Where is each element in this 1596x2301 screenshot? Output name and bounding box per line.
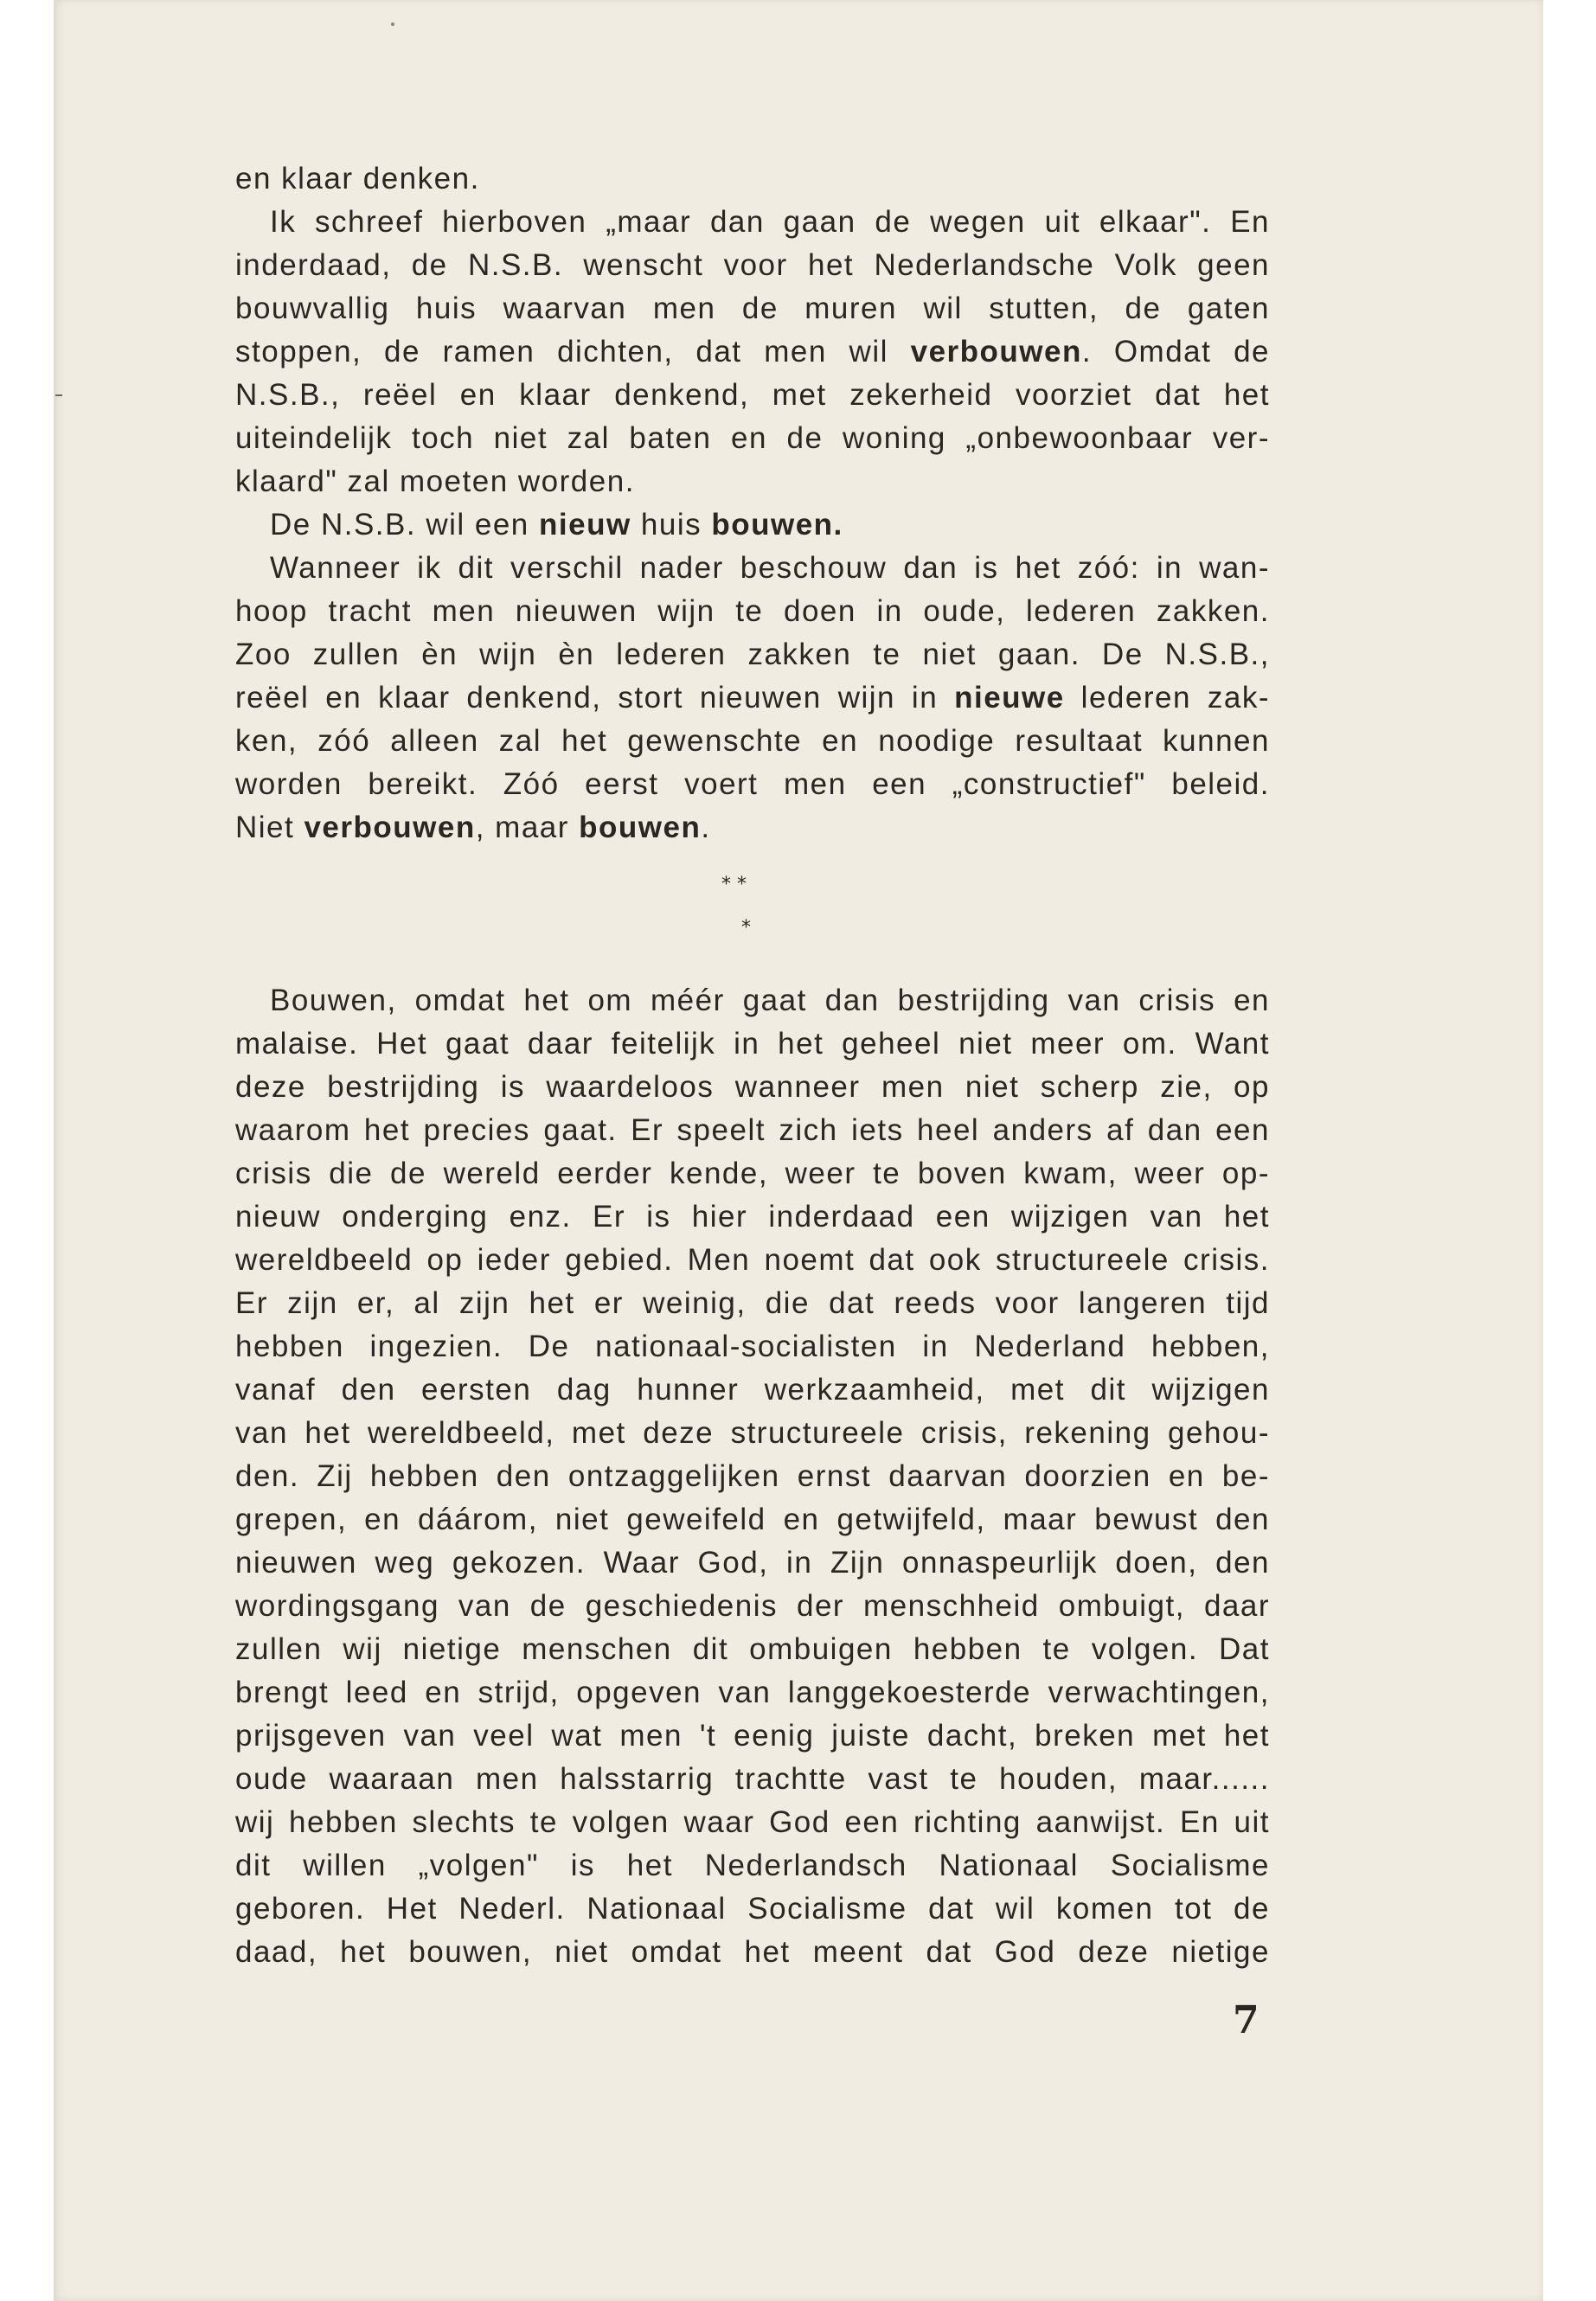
- text-line: Wanneer ik dit verschil nader beschouw dan is het zóó: in wan-: [270, 551, 1270, 585]
- text-fragment: stoppen, de ramen dichten, dat men wil: [235, 335, 911, 369]
- page-number: 7: [1233, 1998, 1259, 2042]
- text-fragment: lederen zak-: [1064, 681, 1270, 715]
- text-line: vanaf den eersten dag hunner werkzaamheid, met dit wijzigen: [235, 1373, 1270, 1407]
- text-fragment: reëel en klaar denkend, stort nieuwen wijn in: [235, 681, 955, 715]
- text-line: [235, 676, 1270, 720]
- text-line: bouwvallig huis waarvan men de muren wil stutten, de gaten: [235, 292, 1270, 325]
- text-line: Bouwen, omdat het om méér gaat dan bestrijding van crisis en: [270, 984, 1270, 1017]
- text-line: prijsgeven van veel wat men 't eenig juiste dacht, breken met het: [235, 1719, 1270, 1753]
- text-line: Er zijn er, al zijn het er weinig, die dat reeds voor langeren tijd: [235, 1286, 1270, 1320]
- text-line: [270, 503, 843, 547]
- text-fragment: huis: [631, 508, 712, 542]
- text-line: geboren. Het Nederl. Nationaal Socialisme dat wil komen tot de: [235, 1892, 1270, 1926]
- text-line: wordingsgang van de geschiedenis der menschheid ombuigt, daar: [235, 1589, 1270, 1623]
- bold-word: nieuwe: [954, 681, 1065, 715]
- text-line: dit willen „volgen" is het Nederlandsch Nationaal Socialisme: [235, 1849, 1270, 1882]
- text-line: Zoo zullen èn wijn èn lederen zakken te niet gaan. De N.S.B.,: [235, 638, 1270, 671]
- text-line: den. Zij hebben den ontzaggelijken ernst daarvan doorzien en be-: [235, 1459, 1270, 1493]
- text-fragment: , maar: [475, 811, 580, 844]
- text-line: nieuwen weg gekozen. Waar God, in Zijn onnaspeurlijk doen, den: [235, 1546, 1270, 1580]
- text-line: waarom het precies gaat. Er speelt zich iets heel anders af dan een: [235, 1113, 1270, 1147]
- text-line: brengt leed en strijd, opgeven van langgekoesterde verwachtingen,: [235, 1676, 1270, 1709]
- section-separator-bottom: *: [741, 917, 751, 939]
- bold-word: nieuw: [539, 508, 631, 542]
- text-line: crisis die de wereld eerder kende, weer te boven kwam, weer op-: [235, 1157, 1270, 1190]
- text-line: wij hebben slechts te volgen waar God een richting aanwijst. En uit: [235, 1805, 1270, 1839]
- text-line: Ik schreef hierboven „maar dan gaan de wegen uit elkaar". En: [270, 205, 1270, 239]
- text-line: deze bestrijding is waardeloos wanneer men niet scherp zie, op: [235, 1070, 1270, 1104]
- text-line: worden bereikt. Zóó eerst voert men een „constructief" beleid.: [235, 767, 1270, 801]
- print-speck: [391, 22, 394, 26]
- text-fragment: Niet: [235, 811, 304, 844]
- text-line: [235, 806, 711, 849]
- text-line: uiteindelijk toch niet zal baten en de woning „onbewoonbaar ver-: [235, 421, 1270, 455]
- section-separator-top: * *: [721, 874, 747, 895]
- text-line: malaise. Het gaat daar feitelijk in het geheel niet meer om. Want: [235, 1027, 1270, 1061]
- text-fragment: .: [701, 811, 711, 844]
- text-fragment: . Omdat de: [1081, 335, 1271, 369]
- text-line: van het wereldbeeld, met deze structureele crisis, rekening gehou-: [235, 1416, 1270, 1450]
- bold-word: bouwen: [579, 811, 702, 844]
- text-line: [235, 330, 1270, 374]
- bold-word: bouwen.: [711, 508, 843, 542]
- text-line: wereldbeeld op ieder gebied. Men noemt dat ook structureele crisis.: [235, 1243, 1270, 1277]
- text-line: hebben ingezien. De nationaal-socialisten in Nederland hebben,: [235, 1330, 1270, 1363]
- text-line: daad, het bouwen, niet omdat het meent dat God deze nietige: [235, 1935, 1270, 1969]
- text-line: grepen, en dáárom, niet geweifeld en getwijfeld, maar bewust den: [235, 1503, 1270, 1536]
- margin-mark: [55, 394, 62, 396]
- bold-word: verbouwen: [910, 335, 1082, 369]
- text-line: N.S.B., reëel en klaar denkend, met zekerheid voorziet dat het: [235, 378, 1270, 412]
- text-line: hoop tracht men nieuwen wijn te doen in oude, lederen zakken.: [235, 594, 1270, 628]
- text-fragment: De N.S.B. wil een: [270, 508, 539, 542]
- text-line: zullen wij nietige menschen dit ombuigen hebben te volgen. Dat: [235, 1632, 1270, 1666]
- text-line: ken, zóó alleen zal het gewenschte en noodige resultaat kunnen: [235, 724, 1270, 758]
- text-line: inderdaad, de N.S.B. wenscht voor het Nederlandsche Volk geen: [235, 248, 1270, 282]
- text-line: klaard" zal moeten worden.: [235, 465, 635, 498]
- bold-word: verbouwen: [304, 811, 476, 844]
- text-line: oude waaraan men halsstarrig trachtte vast te houden, maar......: [235, 1762, 1270, 1796]
- text-line: en klaar denken.: [235, 162, 480, 195]
- text-line: nieuw onderging enz. Er is hier inderdaad een wijzigen van het: [235, 1200, 1270, 1234]
- page-edge: [54, 0, 56, 2301]
